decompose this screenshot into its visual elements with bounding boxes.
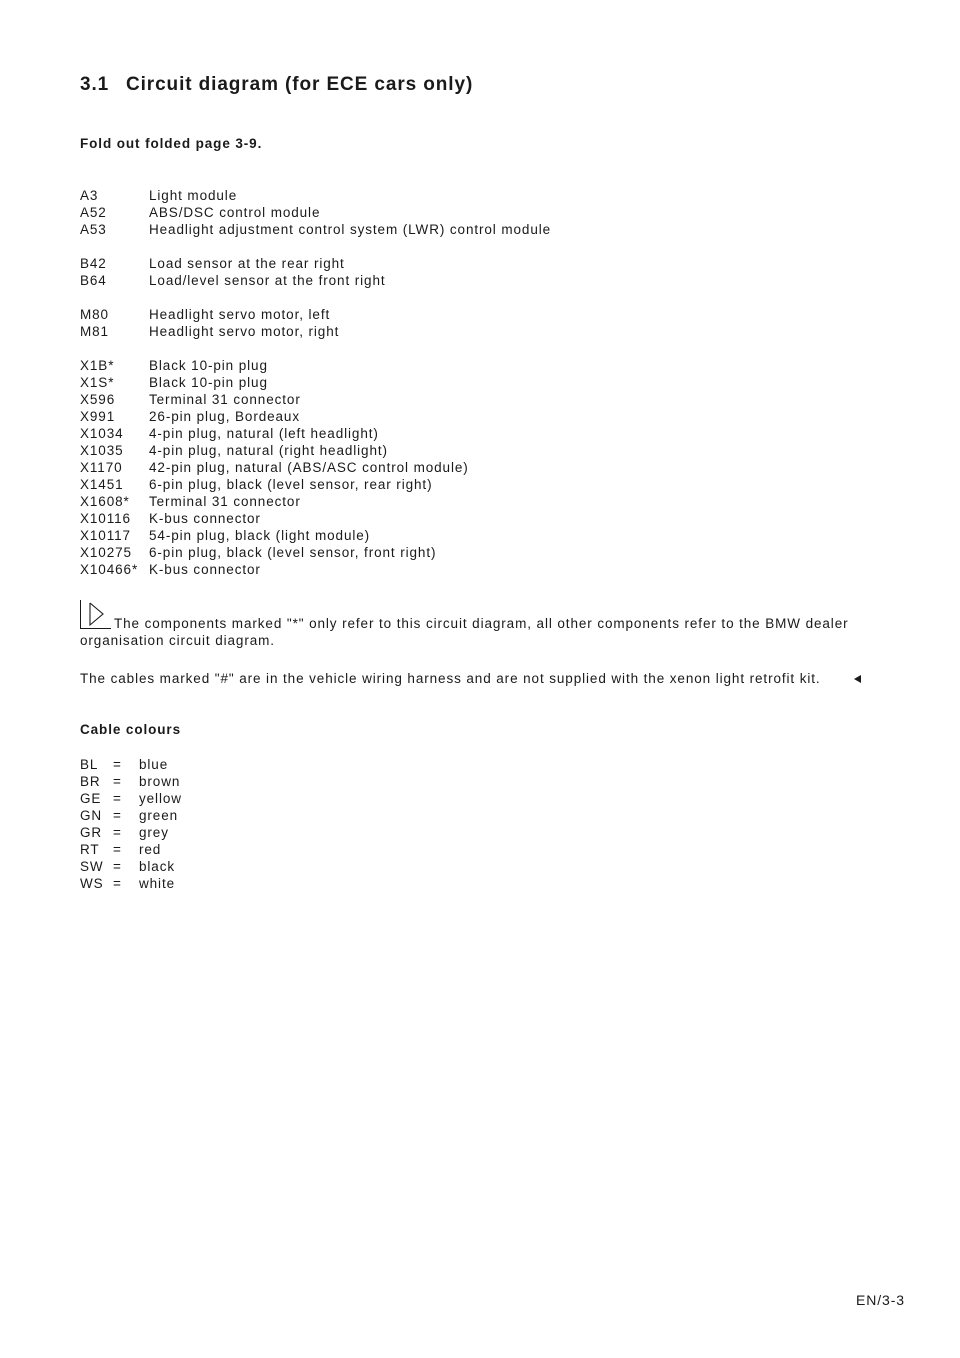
component-description: Load/level sensor at the front right <box>149 273 386 288</box>
component-code: B42 <box>80 256 107 271</box>
component-code: X1035 <box>80 443 124 458</box>
equals-sign: = <box>113 842 122 857</box>
component-description: 4-pin plug, natural (left headlight) <box>149 426 379 441</box>
component-code: X10116 <box>80 511 131 526</box>
colour-abbreviation: BR <box>80 774 101 789</box>
cable-colour-row <box>80 773 182 790</box>
component-row <box>80 425 469 442</box>
component-description: 4-pin plug, natural (right headlight) <box>149 443 388 458</box>
cable-colour-list <box>80 756 182 892</box>
component-code: X596 <box>80 392 116 407</box>
equals-sign: = <box>113 791 122 806</box>
component-row <box>80 221 551 238</box>
component-description: Black 10-pin plug <box>149 358 268 373</box>
colour-abbreviation: SW <box>80 859 104 874</box>
note-arrow-icon <box>80 600 111 629</box>
component-row <box>80 442 469 459</box>
component-description: Headlight adjustment control system (LWR) control module <box>149 222 552 237</box>
component-code: A53 <box>80 222 107 237</box>
fold-instruction: Fold out folded page 3-9. <box>80 136 263 151</box>
component-code: X10275 <box>80 545 132 560</box>
component-row <box>80 493 469 510</box>
component-code: X1170 <box>80 460 123 475</box>
component-description: K-bus connector <box>149 562 261 577</box>
section-title: Circuit diagram (for ECE cars only) <box>126 74 474 95</box>
colour-name: green <box>139 808 179 823</box>
colour-name: brown <box>139 774 181 789</box>
colour-abbreviation: WS <box>80 876 104 891</box>
section-number: 3.1 <box>80 74 110 95</box>
cable-colour-row <box>80 858 182 875</box>
component-code: A52 <box>80 205 107 220</box>
component-description: Light module <box>149 188 238 203</box>
component-row <box>80 459 469 476</box>
component-code: X10117 <box>80 528 131 543</box>
component-code: X1034 <box>80 426 124 441</box>
component-code: M80 <box>80 307 109 322</box>
component-description: 54-pin plug, black (light module) <box>149 528 371 543</box>
component-description: ABS/DSC control module <box>149 205 321 220</box>
cable-colour-row <box>80 841 182 858</box>
equals-sign: = <box>113 876 122 891</box>
component-code: B64 <box>80 273 107 288</box>
equals-sign: = <box>113 825 122 840</box>
colour-abbreviation: GR <box>80 825 103 840</box>
component-description: Black 10-pin plug <box>149 375 268 390</box>
component-description: Terminal 31 connector <box>149 392 301 407</box>
component-description: K-bus connector <box>149 511 261 526</box>
colour-name: white <box>139 876 176 891</box>
cable-colour-row <box>80 807 182 824</box>
note-text-line-2: organisation circuit diagram. <box>80 633 275 648</box>
component-row <box>80 391 469 408</box>
component-description: 6-pin plug, black (level sensor, front right) <box>149 545 437 560</box>
component-row <box>80 306 339 323</box>
cable-colour-row <box>80 875 182 892</box>
component-row <box>80 544 469 561</box>
colour-name: grey <box>139 825 169 840</box>
component-description: Terminal 31 connector <box>149 494 301 509</box>
component-row <box>80 527 469 544</box>
note-text-line-1: The components marked "*" only refer to this circuit diagram, all other components refer to the BMW dealer <box>114 616 849 631</box>
equals-sign: = <box>113 859 122 874</box>
component-list-a <box>80 187 551 238</box>
component-code: X991 <box>80 409 116 424</box>
cable-colour-row <box>80 790 182 807</box>
equals-sign: = <box>113 808 122 823</box>
component-row <box>80 374 469 391</box>
component-list-b <box>80 255 386 289</box>
component-description: Headlight servo motor, left <box>149 307 331 322</box>
cables-note: The cables marked "#" are in the vehicle wiring harness and are not supplied with the xenon light retrofit kit. <box>80 671 821 686</box>
colour-abbreviation: BL <box>80 757 99 772</box>
component-list-x <box>80 357 469 578</box>
component-row <box>80 408 469 425</box>
component-row <box>80 255 386 272</box>
component-list-m <box>80 306 339 340</box>
component-row <box>80 187 551 204</box>
component-code: X10466* <box>80 562 139 577</box>
component-row <box>80 204 551 221</box>
component-row <box>80 476 469 493</box>
component-code: X1S* <box>80 375 115 390</box>
component-row <box>80 323 339 340</box>
colour-name: yellow <box>139 791 182 806</box>
colour-name: blue <box>139 757 169 772</box>
equals-sign: = <box>113 774 122 789</box>
component-row <box>80 357 469 374</box>
component-code: X1608* <box>80 494 130 509</box>
cable-colour-row <box>80 756 182 773</box>
colour-name: black <box>139 859 176 874</box>
colour-abbreviation: RT <box>80 842 100 857</box>
component-code: M81 <box>80 324 109 339</box>
component-description: 26-pin plug, Bordeaux <box>149 409 300 424</box>
component-description: 42-pin plug, natural (ABS/ASC control module) <box>149 460 469 475</box>
component-description: Headlight servo motor, right <box>149 324 340 339</box>
end-of-note-triangle-icon <box>854 675 861 683</box>
component-row <box>80 272 386 289</box>
page-number: EN/3-3 <box>856 1292 905 1308</box>
component-row <box>80 561 469 578</box>
component-code: X1B* <box>80 358 115 373</box>
equals-sign: = <box>113 757 122 772</box>
cable-colours-title: Cable colours <box>80 722 181 737</box>
cable-colour-row <box>80 824 182 841</box>
component-description: Load sensor at the rear right <box>149 256 345 271</box>
colour-abbreviation: GN <box>80 808 103 823</box>
colour-abbreviation: GE <box>80 791 102 806</box>
component-description: 6-pin plug, black (level sensor, rear right) <box>149 477 433 492</box>
component-code: A3 <box>80 188 99 203</box>
component-row <box>80 510 469 527</box>
component-code: X1451 <box>80 477 124 492</box>
colour-name: red <box>139 842 162 857</box>
section-heading <box>80 74 473 96</box>
